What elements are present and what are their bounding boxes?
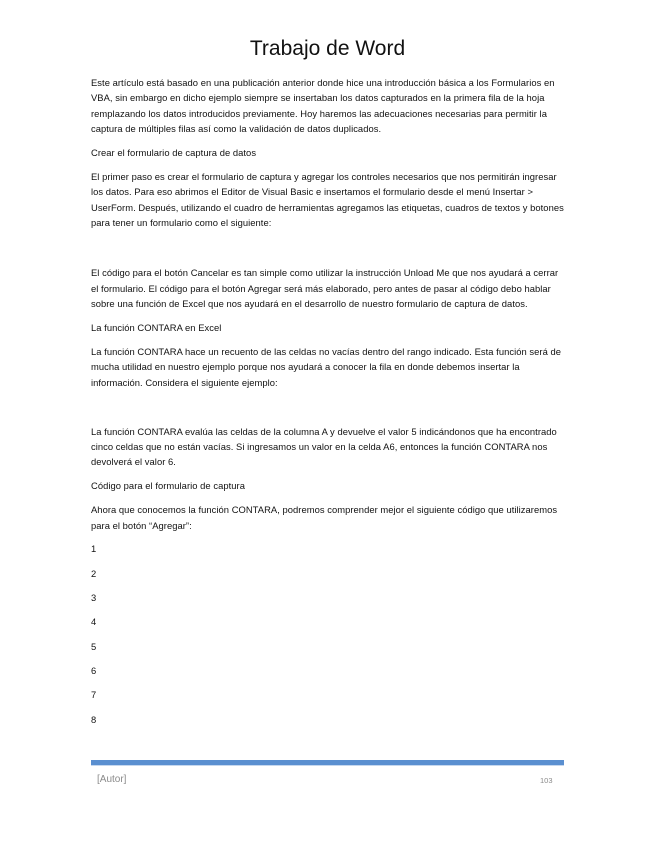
paragraph-contara-recuento: La función CONTARA hace un recuento de las celdas no vacías dentro del rango indicado. Esta función será de mucha utilidad en nuestro ejemplo porque nos ayudará a conocer la fila en donde debemos insertar la información. Considera el siguiente ejemplo: [91, 345, 562, 388]
image-placeholder-example [91, 399, 564, 424]
code-line-number: 1 [91, 543, 97, 555]
code-line-number: 7 [91, 689, 97, 701]
footer-rule [91, 760, 564, 765]
code-line-number: 4 [91, 616, 97, 628]
section-heading-codigo: Código para el formulario de captura [91, 480, 245, 492]
code-line-number: 3 [91, 592, 97, 604]
paragraph-codigo-agregar: Ahora que conocemos la función CONTARA, podremos comprender mejor el siguiente código que utilizaremos para el botón “Agregar”: [91, 504, 558, 531]
section-heading-crear-formulario: Crear el formulario de captura de datos [91, 147, 257, 159]
paragraph-boton-cancelar: El código para el botón Cancelar es tan simple como utilizar la instrucción Unload Me que nos ayudará a cerrar el formulario. El código para el botón Agregar será más elaborado, pero antes de pasar al código debo hablar sobre una función de Excel que nos ayudará en el desarrollo de nuestro formulario de captura de datos. [91, 267, 559, 309]
section-heading-contara: La función CONTARA en Excel [91, 321, 222, 333]
footer-author-placeholder[interactable]: [Autor] [97, 774, 127, 785]
code-line-number: 2 [91, 567, 97, 579]
code-line-number: 6 [91, 664, 97, 676]
document-body [91, 75, 564, 736]
code-line-numbers [91, 541, 564, 726]
intro-paragraph: Este artículo está basado en una publicación anterior donde hice una introducción básica a los Formularios en VBA, sin embargo en dicho ejemplo siempre se insertaban los datos capturados en la primera fila de la hoja remplazando los datos introducidos previamente. Hoy haremos las adecuaciones necesarias para permitir la captura de múltiples filas así como la validación de datos duplicados. [91, 77, 555, 135]
code-line-number: 5 [91, 640, 97, 652]
paragraph-contara-evalua: La función CONTARA evalúa las celdas de la columna A y devuelve el valor 5 indicándonos que ha encontrado cinco celdas que no están vacías. Si ingresamos un valor en la celda A6, entonces la función CONTARA nos devolverá el valor 6. [91, 425, 557, 468]
document-title: Trabajo de Word [249, 37, 406, 60]
paragraph-primer-paso: El primer paso es crear el formulario de captura y agregar los controles necesarios que nos permitirán ingresar los datos. Para eso abrimos el Editor de Visual Basic e insertamos el formulario desde el menú Insertar > UserForm. Después, utilizando el cuadro de herramientas agregamos las etiquetas, cuadros de textos y botones para tener un formulario como el siguiente: [91, 171, 564, 229]
code-line-number: 8 [91, 713, 97, 725]
image-placeholder-form [91, 239, 564, 265]
footer-page-number: 103 [540, 776, 553, 785]
